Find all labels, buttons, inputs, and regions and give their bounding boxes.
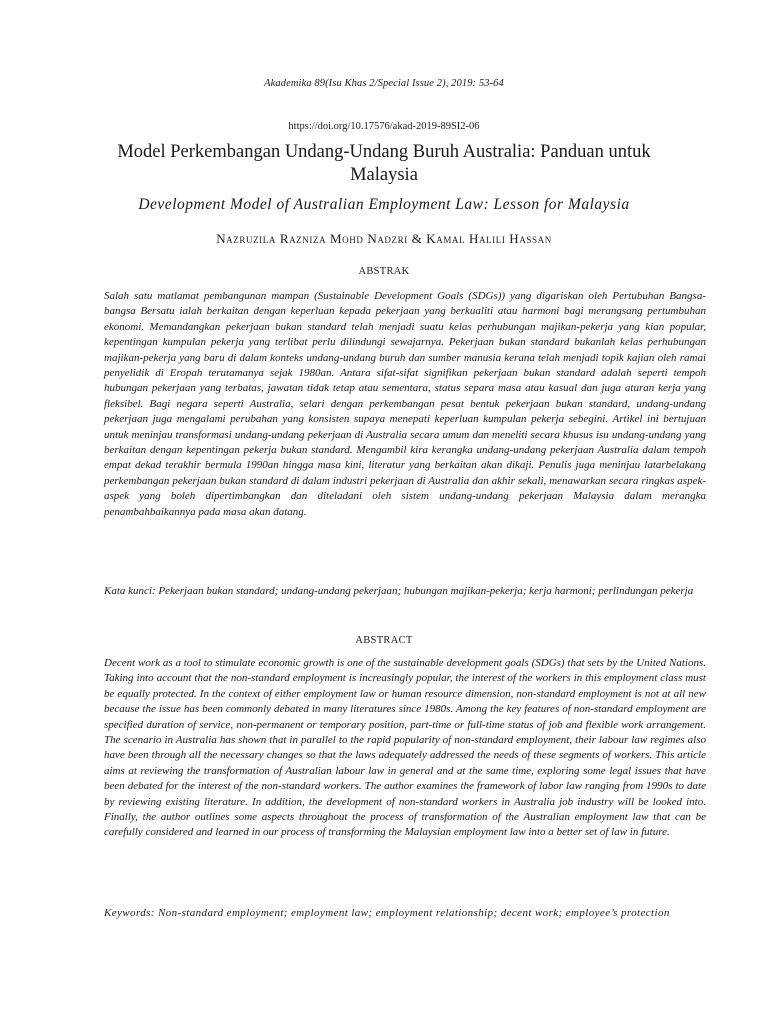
kata-kunci: Kata kunci: Pekerjaan bukan standard; undang-undang pekerjaan; hubungan majikan-pekerja; kerja harmoni; perlindungan pekerja <box>104 585 694 597</box>
article-subtitle: Development Model of Australian Employment Law: Lesson for Malaysia <box>138 196 630 213</box>
abstract-body: Decent work as a tool to stimulate economic growth is one of the sustainable development goals (SDGs) that sets by the United Nations. Taking into account that the non-standard employment is increasingly popular, the interest of the workers in this employment class must be equally protected. In the context of either employment law or human resource dimension, non-standard employment is not at all new because the issue has been commonly debated in many literatures since 1980s. Among the key features of non-standard employment are specified duration of service, non-permanent or temporary position, part-time or full-time status of job and flexible work arrangement. The scenario in Australia has shown that in parallel to the rapid popularity of non-standard employment, their labour law regimes also have been through all the necessary changes so that the laws adequately addressed the needs of these segments of workers. This article aims at reviewing the transformation of Australian labour law in general and at the same time, exploring some legal issues that have been debated for the interest of the non-standard workers. The author examines the framework of labor law ranging from 1990s to date by reviewing existing literature. In addition, the development of non-standard workers in Australia job industry will be looked into. Finally, the author outlines some aspects throughout the process of transformation of the Australian employment law that can be carefully considered and learned in our process of transforming the Malaysian employment law into a better set of law in future. <box>104 657 706 839</box>
doi-link[interactable]: https://doi.org/10.17576/akad-2019-89SI2-06 <box>288 121 480 132</box>
abstrak-body: Salah satu matlamat pembangunan mampan (Sustainable Development Goals (SDGs)) yang digariskan oleh Pertubuhan Bangsa-bangsa Bersatu ialah berkaitan dengan keperluan kepada pekerjaan yang berkualiti atau harmoni bagi merangsang pertumbuhan ekonomi. Memandangkan pekerjaan bukan standard telah menjadi suatu kelas perhubungan majikan-pekerja yang kian popular, kepentingan kumpulan pekerja yang terlibat perlu dilindungi sewajarnya. Pekerjaan bukan standard bukanlah kelas perhubungan majikan-pekerja yang baru di dalam konteks undang-undang buruh dan sumber manusia kerana telah menjadi topik kajian oleh ramai penyelidik di Eropah terutamanya sejak 1980an. Antara sifat-sifat signifikan pekerjaan bukan standard adalah seperti tempoh hubungan pekerjaan yang terbatas, jawatan tidak tetap atau sementara, status separa masa atau kasual dan juga aturan kerja yang fleksibel. Bagi negara seperti Australia, selari dengan perkembangan pesat bentuk pekerjaan bukan standard, undang-undang pekerjaan juga mengalami perubahan yang konsisten supaya menepati keperluan kumpulan pekerja sebegini. Artikel ini bertujuan untuk meninjau transformasi undang-undang pekerjaan di Australia secara umum dan meneliti secara khusus isu undang-undang yang berkaitan dengan kepentingan pekerja bukan standard. Mengambil kira kerangka undang-undang pekerjaan Australia dalam tempoh empat dekad terakhir bermula 1990an hingga masa kini, literatur yang berkaitan akan dikaji. Penulis juga meninjau latarbelakang perkembangan pekerjaan bukan standard di dalam industri pekerjaan di Australia dan akhir sekali, menawarkan secara ringkas aspek-aspek yang boleh dipertimbangkan dan diteladani oleh sistem undang-undang pekerjaan Malaysia dalam merangka penambahbaikannya pada masa akan datang. <box>104 290 706 518</box>
abstract-heading: ABSTRACT <box>355 635 413 646</box>
keywords: Keywords: Non-standard employment; employment law; employment relationship; decent work; employee’s protection <box>104 907 670 919</box>
article-authors: Nazruzila Razniza Mohd Nadzri & Kamal Halili Hassan <box>216 231 552 246</box>
article-title: Model Perkembangan Undang-Undang Buruh Australia: Panduan untuk Malaysia <box>117 142 651 185</box>
abstrak-heading: ABSTRAK <box>358 266 410 277</box>
journal-citation: Akademika 89(Isu Khas 2/Special Issue 2), 2019: 53-64 <box>264 78 504 89</box>
